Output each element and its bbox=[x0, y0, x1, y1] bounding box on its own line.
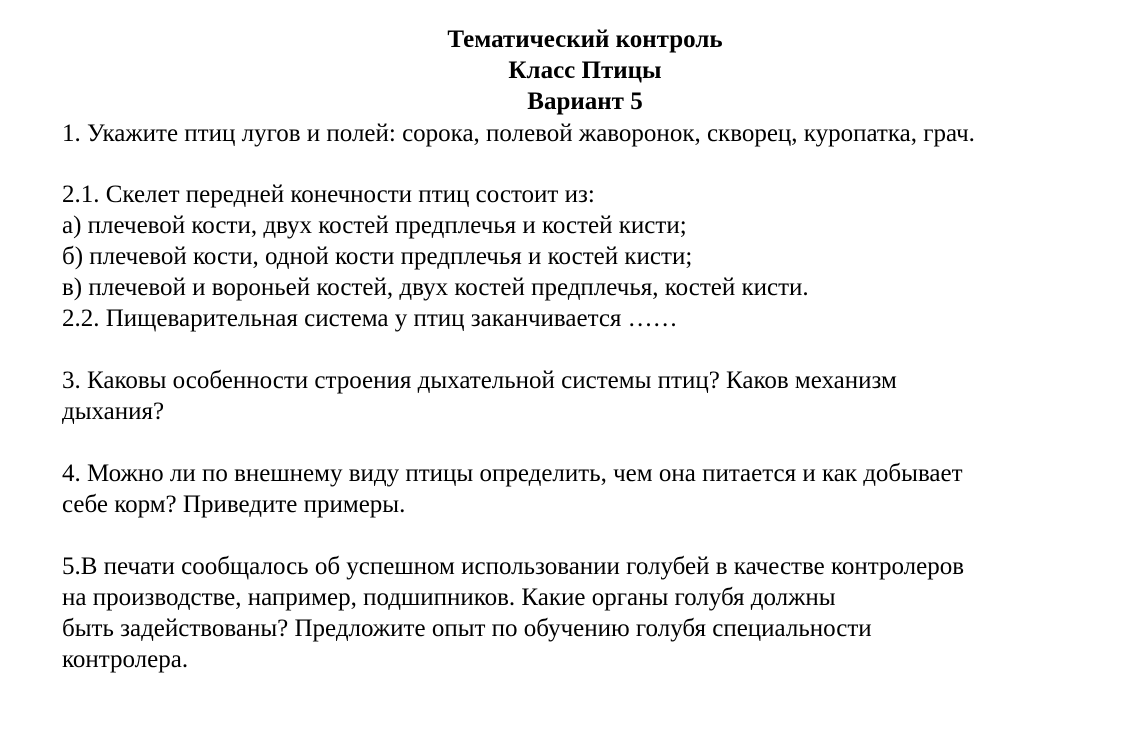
question-5-line-2: на производстве, например, подшипников. Какие органы голубя должны bbox=[62, 584, 836, 611]
question-3-line-2: дыхания? bbox=[62, 398, 165, 425]
question-5-line-3: быть задействованы? Предложите опыт по обучению голубя специальности bbox=[62, 615, 872, 642]
document-title: Тематический контроль bbox=[447, 26, 723, 53]
document-variant: Вариант 5 bbox=[527, 88, 643, 115]
question-1: 1. Укажите птиц лугов и полей: сорока, полевой жаворонок, скворец, куропатка, грач. bbox=[62, 120, 975, 147]
document-class: Класс Птицы bbox=[508, 57, 662, 84]
question-2-1-option-b: б) плечевой кости, одной кости предплечья и костей кисти; bbox=[62, 243, 693, 270]
question-2-1-option-c: в) плечевой и вороньей костей, двух костей предплечья, костей кисти. bbox=[62, 274, 809, 301]
question-2-1-option-a: а) плечевой кости, двух костей предплечья и костей кисти; bbox=[62, 212, 687, 239]
question-2-1: 2.1. Скелет передней конечности птиц состоит из: bbox=[62, 181, 595, 208]
question-5-line-4: контролера. bbox=[62, 646, 189, 673]
question-4-line-1: 4. Можно ли по внешнему виду птицы определить, чем она питается и как добывает bbox=[62, 460, 963, 487]
question-3-line-1: 3. Каковы особенности строения дыхательной системы птиц? Каков механизм bbox=[62, 367, 897, 394]
question-2-2: 2.2. Пищеварительная система у птиц заканчивается …… bbox=[62, 305, 678, 332]
question-5-line-1: 5.В печати сообщалось об успешном использовании голубей в качестве контролеров bbox=[62, 553, 965, 580]
question-4-line-2: себе корм? Приведите примеры. bbox=[62, 491, 406, 518]
